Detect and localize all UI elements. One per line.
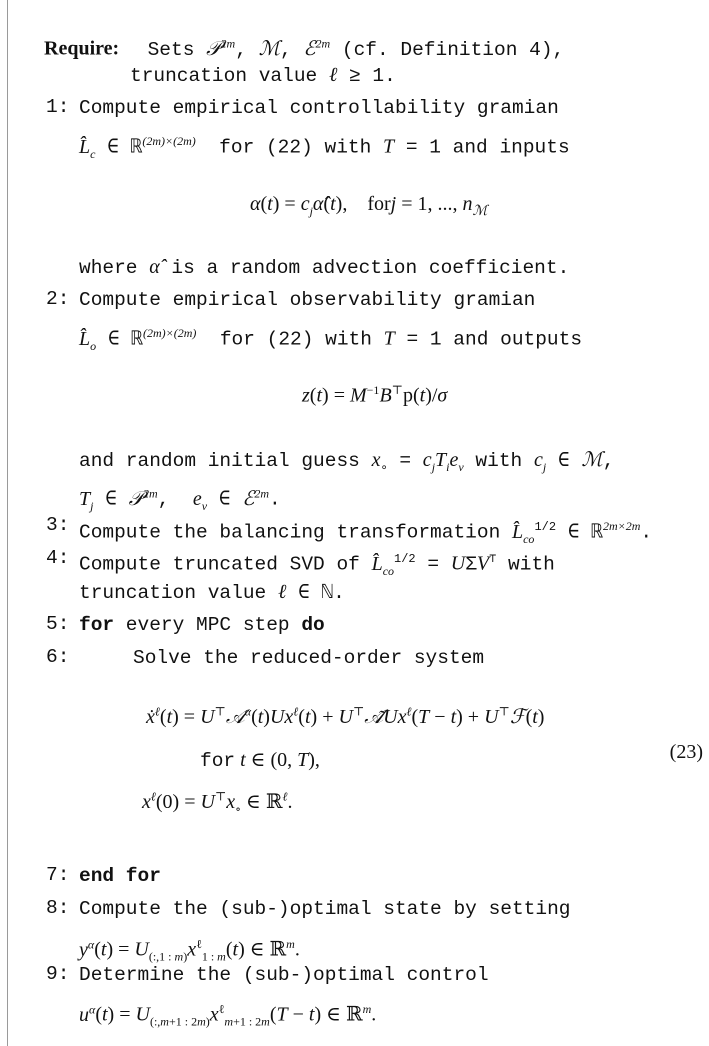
equation-reduced-1: ẋ$^\ell$(t) = $U^⊤𝒜^\alpha(t)Ux^\ell(t)$ + $U^⊤𝒜̃Ux^\ell(T - t)$ + U⊤ℱ(t) [146,704,545,728]
step-2-note-1: and random initial guess $x_\circ = c_jT_ie_\nu$ with $c_j$ ∈ ℳ, [79,449,615,475]
step-number: 5: [46,613,70,635]
step-number: 6: [46,646,70,668]
step-7-line-1: end for [79,865,161,887]
equation-outputs: $z(t) = M^{-1}B^⊤p(t)/\sigma$ [302,383,448,407]
step-number: 7: [46,864,70,886]
step-2-line-1: Compute empirical observability gramian [79,289,536,311]
equation-inputs: $\alpha(t) = c_j\alphâ(t)$, forj = 1, ..., $n_ℳ$ [250,193,488,219]
step-4-line-2: truncation value ℓ ∈ ℕ. [79,581,345,604]
require-label: Require: [44,37,120,60]
step-5-line-1: for every MPC step do [79,614,325,636]
step-number: 3: [46,514,70,536]
step-number: 4: [46,547,70,569]
require-text-1: Sets 𝒫$^{2m}$, ℳ, ℰ$^{2m}$ (cf. Definition 4), [124,36,565,61]
step-number: 2: [46,288,70,310]
left-border [7,0,8,1046]
step-number: 1: [46,96,70,118]
require-text-2: truncation value ℓ ≥ 1. [130,64,396,87]
step-number: 9: [46,963,70,985]
step-9-line-2: $u^\alpha(t) = U_{(:,m+1 : 2m)}x^\ell_{m+1 : 2m}(T - t)$ ∈ ℝ$^m$. [79,1002,377,1029]
step-1-line-2: $L̂_c$ ∈ ℝ$^{(2m)\times(2m)}$ for (22) with T = 1 and inputs [79,134,570,161]
step-2-line-2: $L̂_o$ ∈ ℝ$^{(2m)\times(2m)}$ for (22) with T = 1 and outputs [79,326,583,353]
step-4-line-1: Compute truncated SVD of $L̂_{co}^{1/2} = U\Sigma V^⊤$ with [79,552,555,578]
require-line-1 [44,31,564,62]
step-9-line-1: Determine the (sub-)optimal control [79,964,489,986]
step-2-note-2: $T_j$ ∈ 𝒫$^{2m}$, $e_\nu$ ∈ ℰ$^{2m}$. [79,486,281,513]
equation-reduced-3: $x^\ell(0) = U^⊤x_\circ$ ∈ ℝ$^\ell$. [142,789,293,816]
step-8-line-2: $y^\alpha(t) = U_{(:,1 : m)}x^\ell_{1 : m}(t)$ ∈ ℝ$^m$. [79,937,300,964]
step-6-line-1: Solve the reduced-order system [133,647,485,669]
equation-reduced-2: for t ∈ (0, T), [200,749,320,772]
equation-number: (23) [669,741,703,763]
step-1-note: where α̂ is a random advection coefficient. [79,256,570,279]
step-3-line-1: Compute the balancing transformation $L̂_{co}^{1/2}$ ∈ ℝ$^{2m\times 2m}$. [79,519,653,546]
step-8-line-1: Compute the (sub-)optimal state by setting [79,898,571,920]
step-1-line-1: Compute empirical controllability gramian [79,97,559,119]
step-number: 8: [46,897,70,919]
